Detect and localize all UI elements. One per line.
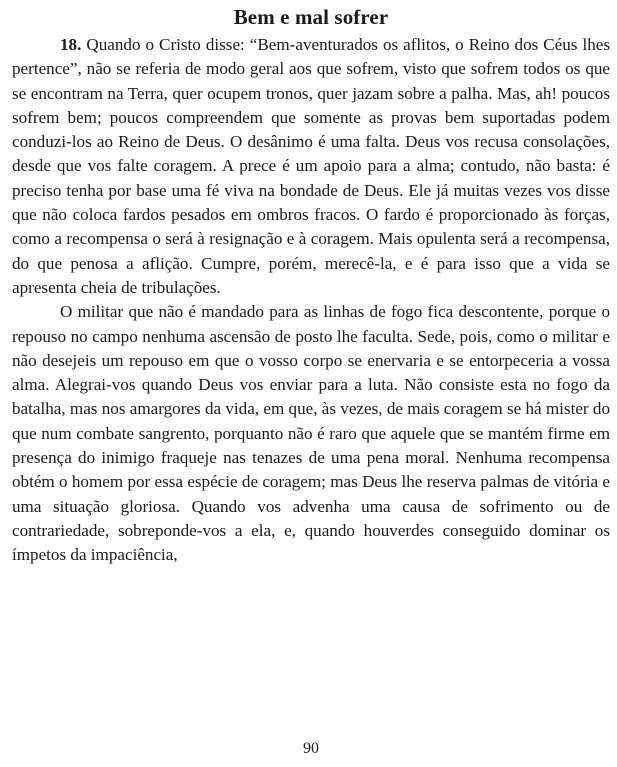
paragraph-18: [12, 33, 610, 300]
paragraph-18-text: Quando o Cristo disse: “Bem-aventurados os aflitos, o Reino dos Céus lhes pertence”, não se referia de modo geral aos que sofrem, visto que sofrem todos os que se encontram na Terra, quer ocupem tronos, quer jazam sobre a palha. Mas, ah! poucos sofrem bem; poucos compreendem que somente as provas bem suportadas podem conduzi-los ao Reino de Deus. O desânimo é uma falta. Deus vos recusa consolações, desde que vos falte coragem. A prece é um apoio para a alma; contudo, não basta: é preciso tenha por base uma fé viva na bondade de Deus. Ele já muitas vezes vos disse que não coloca fardos pesados em ombros fracos. O fardo é proporcionado às forças, como a recompensa o será à resignação e à coragem. Mais opulenta será a recompensa, do que penosa a aflição. Cumpre, porém, merecê-la, e é para isso que a vida se apresenta cheia de tribulações.: [12, 35, 610, 297]
item-number: 18.: [60, 35, 82, 54]
paragraph-militar-text: O militar que não é mandado para as linhas de fogo fica descontente, porque o repouso no campo nenhuma ascensão de posto lhe faculta. Sede, pois, como o militar e não desejeis um repouso em que o vosso corpo se enervaria e se entorpeceria a vossa alma. Alegrai-vos quando Deus vos enviar para a luta. Não consiste esta no fogo da batalha, mas nos amargores da vida, em que, às vezes, de mais coragem se há mister do que num combate sangrento, porquanto não é raro que aquele que se mantém firme em presença do inimigo fraqueje nas tenazes de uma pena moral. Nenhuma recompensa obtém o homem por essa espécie de coragem; mas Deus lhe reserva palmas de vitória e uma situação gloriosa. Quando vos advenha uma causa de sofrimento ou de contrariedade, sobreponde-vos a ela, e, quando houverdes conseguido dominar os ímpetos da impaciência,: [12, 302, 610, 565]
section-heading: Bem e mal sofrer: [233, 5, 389, 29]
paragraph-militar: [12, 300, 610, 567]
book-page: [12, 0, 610, 767]
page-number: 90: [303, 740, 319, 757]
